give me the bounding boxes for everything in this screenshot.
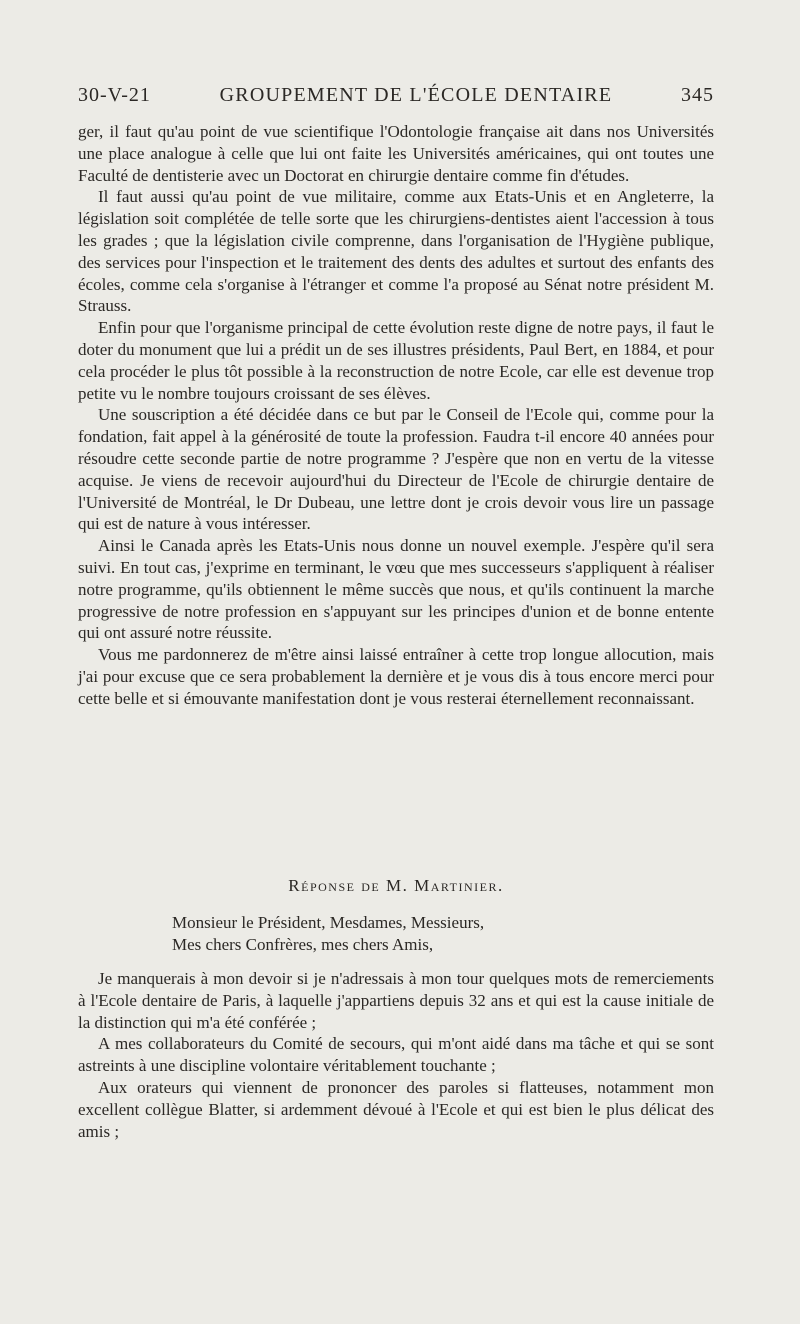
body-text [78, 121, 714, 710]
paragraph: Enfin pour que l'organisme principal de cette évolution reste digne de notre pays, il faut le doter du monument que lui a prédit un de ses illustres présidents, Paul Bert, en 1884, et pour cela procéder le plus tôt possible à la reconstruction de notre Ecole, car elle est devenue trop petite vu le nombre toujours croissant de ses élèves. [78, 318, 714, 403]
paragraph: Une souscription a été décidée dans ce but par le Conseil de l'Ecole qui, comme pour la fondation, fait appel à la générosité de toute la profession. Faudra t-il encore 40 années pour résoudre cette seconde partie de notre programme ? J'espère que non en vertu de la vitesse acquise. Je viens de recevoir aujourd'hui du Directeur de l'Ecole de chirurgie dentaire de l'Université de Montréal, le Dr Dubeau, une lettre dont je crois devoir vous lire un passage qui est de nature à vous intéresser. [78, 405, 714, 534]
body-text-continued [78, 968, 714, 1142]
paragraph: Je manquerais à mon devoir si je n'adressais à mon tour quelques mots de remerciements à l'Ecole dentaire de Paris, à laquelle j'appartiens depuis 32 ans et qui est la cause initiale de la distinction qui m'a été conférée ; [78, 969, 714, 1032]
running-header [78, 84, 714, 107]
salutation-line: Monsieur le Président, Mesdames, Messieurs, [172, 913, 485, 932]
paragraph: Vous me pardonnerez de m'être ainsi laissé entraîner à cette trop longue allocution, mais j'ai pour excuse que ce sera probablement la dernière et je vous dis à tous encore merci pour cette belle et si émouvante manifestation dont je vous resterai éternellement reconnaissant. [78, 645, 714, 708]
salutation [172, 912, 714, 956]
header-title: GROUPEMENT DE L'ÉCOLE DENTAIRE [219, 84, 613, 106]
paragraph: Il faut aussi qu'au point de vue militaire, comme aux Etats-Unis et en Angleterre, la législation soit complétée de telle sorte que les chirurgiens-dentistes aient l'accession à tous les grades ; que la législation civile comprenne, dans l'organisation de l'Hygiène publique, des services pour l'inspection et le traitement des dents des adultes et surtout des enfants des écoles, comme cela s'organise à l'étranger et comme l'a proposé au Sénat notre président M. Strauss. [78, 187, 714, 316]
header-date: 30-V-21 [78, 84, 151, 106]
page-number: 345 [680, 84, 714, 106]
paragraph: ger, il faut qu'au point de vue scientifique l'Odontologie française ait dans nos Universités une place analogue à celle que lui ont faite les Universités américaines, qui ont toutes une Faculté de dentisterie avec un Doctorat en chirurgie dentaire comme fin d'études. [78, 122, 714, 185]
paragraph: Ainsi le Canada après les Etats-Unis nous donne un nouvel exemple. J'espère qu'il sera suivi. En tout cas, j'exprime en terminant, le vœu que mes successeurs s'appliquent à réaliser notre programme, qu'ils obtiennent le même succès que nous, et qu'ils continuent la marche progressive de notre profession en s'appuyant sur les principes d'union et de bonne entente qui ont assuré notre réussite. [78, 536, 714, 643]
salutation-line: Mes chers Confrères, mes chers Amis, [172, 934, 434, 954]
paragraph: A mes collaborateurs du Comité de secours, qui m'ont aidé dans ma tâche et qui se sont astreints à une discipline volontaire véritablement touchante ; [78, 1034, 714, 1076]
paragraph: Aux orateurs qui viennent de prononcer des paroles si flatteuses, notamment mon excellent collègue Blatter, si ardemment dévoué à l'Ecole et qui est bien le plus délicat des amis ; [78, 1077, 714, 1141]
section-heading: Réponse de M. Martinier. [288, 876, 504, 895]
